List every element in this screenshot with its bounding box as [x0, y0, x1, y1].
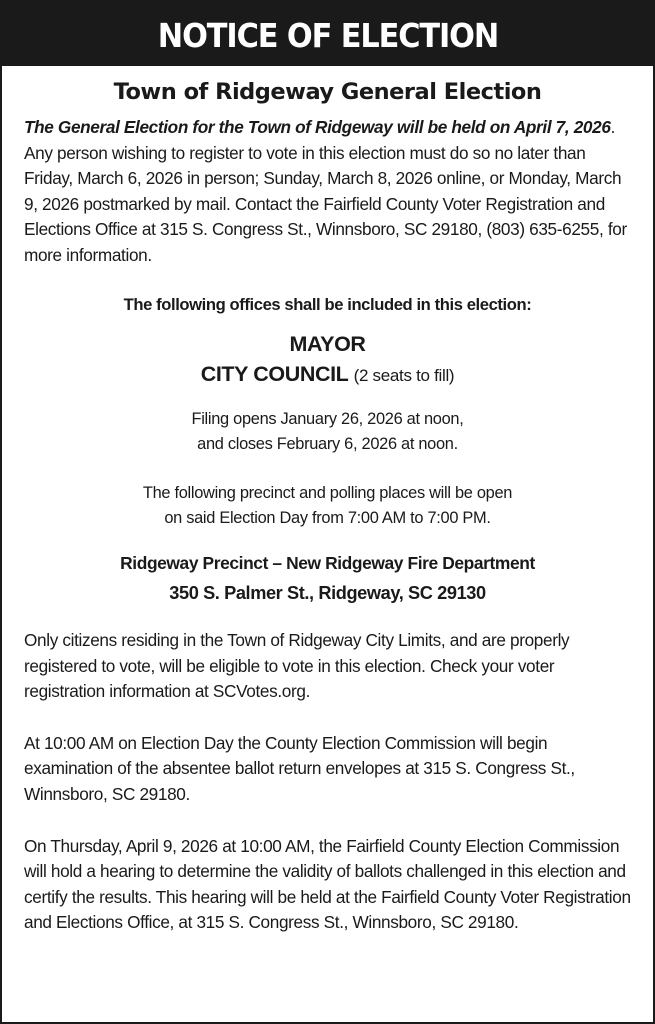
eligibility-paragraph — [24, 628, 631, 705]
registration-info: . Any person wishing to register to vote in this election must do so no later than Friday, March 6, 2026 in person; Sunday, March 8, 2026 online, or Monday, March 9, 2026 postmarked by mail. Contact the Fairfield County Voter Registration and Elections Office at 315 S. Congress St., Winnsboro, SC 29180, (803) 635-6255, for more information. — [24, 117, 627, 265]
absentee-paragraph: At 10:00 AM on Election Day the County Election Commission will begin examination of the absentee ballot return envelopes at 315 S. Congress St., Winnsboro, SC 29180. — [24, 732, 575, 804]
polling-line-2: on said Election Day from 7:00 AM to 7:00 PM. — [164, 509, 491, 528]
polling-hours — [24, 481, 631, 532]
election-title: Town of Ridgeway General Election — [113, 79, 542, 105]
precinct-info — [24, 548, 631, 608]
hearing-paragraph: On Thursday, April 9, 2026 at 10:00 AM, the Fairfield County Election Commission will hold a hearing to determine the validity of ballots challenged in this election and certify the results. This hearing will be held at the Fairfield County Voter Registration and Elections Office, at 315 S. Congress St., Winnsboro, SC 29180. — [24, 835, 631, 933]
notice-content — [2, 75, 653, 936]
precinct-address: 350 S. Palmer St., Ridgeway, SC 29130 — [169, 582, 486, 603]
polling-line-1: The following precinct and polling places will be open — [142, 483, 513, 502]
banner-title: NOTICE OF ELECTION — [157, 15, 498, 55]
office-name: MAYOR — [289, 331, 366, 356]
office-mayor — [24, 329, 631, 359]
filing-period — [24, 407, 631, 458]
election-date-statement: The General Election for the Town of Ridgeway will be held on April 7, 2026 — [24, 117, 611, 137]
office-name: CITY COUNCIL — [200, 361, 348, 386]
filing-closes: and closes February 6, 2026 at noon. — [197, 435, 458, 454]
eligibility-end: . — [305, 681, 310, 702]
banner — [0, 0, 655, 66]
intro-paragraph — [24, 115, 631, 269]
filing-opens: Filing opens January 26, 2026 at noon, — [191, 409, 464, 428]
office-seats-note: (2 seats to fill) — [353, 365, 455, 385]
precinct-name: Ridgeway Precinct – New Ridgeway Fire Department — [120, 552, 535, 573]
office-city-council — [24, 359, 631, 391]
eligibility-text: Only citizens residing in the Town of Ridgeway City Limits, and are properly registered to vote, will be eligible to vote in this election. Check your voter registration information at — [24, 629, 570, 702]
offices-intro: The following offices shall be included in this election: — [123, 294, 532, 314]
scvotes-link[interactable]: SCVotes.org — [212, 681, 306, 702]
